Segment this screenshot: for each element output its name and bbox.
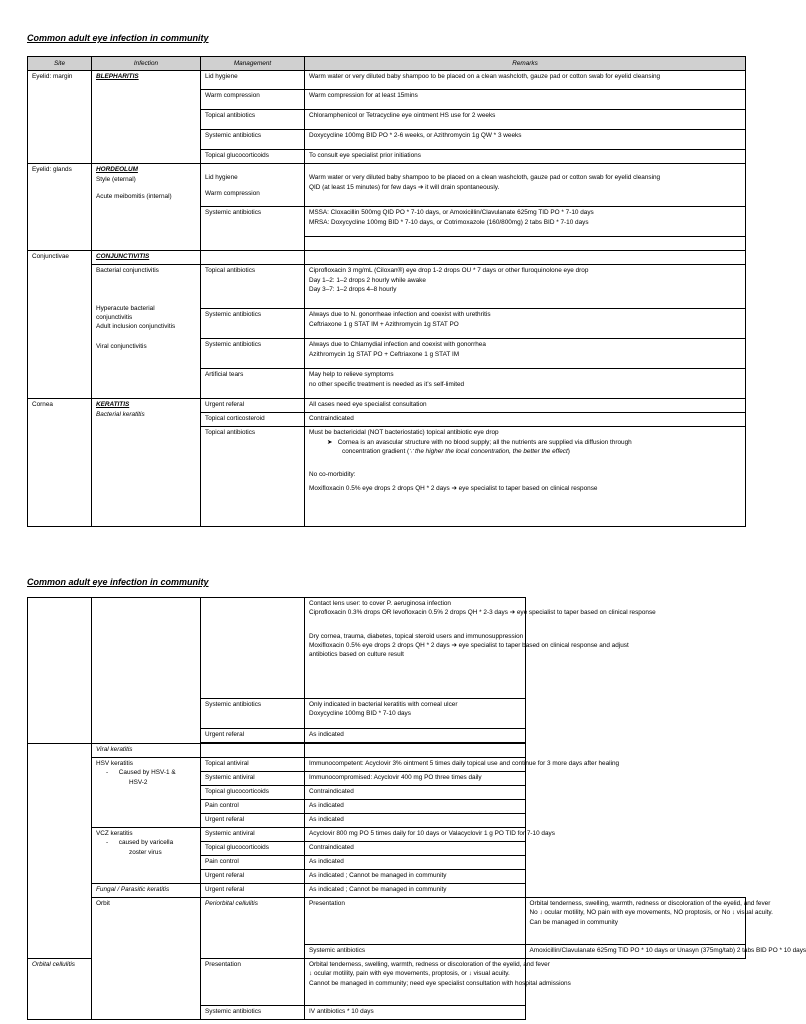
remark-cell (305, 744, 526, 758)
remark-cell: Must be bactericidal (NOT bacteriostatic) topical antibiotic eye drop ➤ Cornea is an avascular structure with no blood supply; all the nutrients are supplied via diffusion through concentration gradient (∵ the higher the local concentration, the better the effect) No co-morbidity: Moxifloxacin 0.5% eye drops 2 drops QH * 2 days ➔ eye specialist to taper based on clinical response (305, 427, 746, 527)
table-row (28, 164, 746, 207)
remark-cell: As indicated (305, 800, 526, 814)
management-cell: Topical corticosteroid (201, 413, 305, 427)
remark-cell: IV antibiotics * 10 days (305, 1006, 526, 1020)
management-cell: Systemic antibiotics (305, 945, 526, 959)
management-cell: Urgent referal (201, 399, 305, 413)
management-cell: Topical glucocorticoids (201, 150, 305, 164)
management-cell: Topical antibiotics (201, 427, 305, 527)
management-cell: Topical antibiotics (201, 110, 305, 130)
management-cell: Systemic antibiotics (201, 130, 305, 150)
infection-cell: KERATITIS Bacterial keratitis (92, 399, 201, 527)
management-cell: Systemic antiviral (201, 772, 305, 786)
site-cell: Conjunctivae (28, 251, 92, 399)
page-title: Common adult eye infection in community (27, 577, 209, 587)
management-cell: Topical glucocorticoids (201, 842, 305, 856)
remark-cell: Acyclovir 800 mg PO 5 times daily for 10 days or Valacyclovir 1 g PO TID for 7-10 days (305, 828, 526, 842)
remark-cell: Ciprofloxacin 3 mg/mL (Ciloxan®) eye drop 1-2 drops OU * 7 days or other fluroquinolone eye drop Day 1–2: 1–2 drops 2 hourly while awake Day 3–7: 1–2 drops 4–8 hourly (305, 265, 746, 309)
remark-cell: Immunocompromised: Acyclovir 400 mg PO three times daily (305, 772, 526, 786)
remark-cell: Only indicated in bacterial keratitis with corneal ulcer Doxycycline 100mg BID * 7-10 days (305, 699, 526, 729)
remark-cell: As indicated (305, 814, 526, 828)
remark-cell (305, 251, 746, 265)
eye-infection-table-2 (27, 597, 806, 1020)
management-cell: Systemic antibiotics (201, 207, 305, 251)
management-cell: Warm compression (201, 90, 305, 110)
remark-cell: Chloramphenicol or Tetracycline eye ointment HS use for 2 weeks (305, 110, 746, 130)
page-title: Common adult eye infection in community (27, 33, 209, 43)
table-row (28, 898, 746, 945)
remark-cell: Warm water or very diluted baby shampoo to be placed on a clean washcloth, gauze pad or cotton swab for eyelid cleansing (305, 71, 746, 90)
remark-cell: Amoxicillin/Clavulanate 625mg TID PO * 10 days or Unasyn (375mg/tab) 2 tabs BID PO * 10 days (525, 945, 746, 959)
infection-cell: HORDEOLUM Style (eternal) Acute meibomitis (internal) (92, 164, 201, 251)
table-row (28, 884, 746, 898)
management-cell: Systemic antibiotics (201, 339, 305, 369)
management-cell (201, 598, 305, 699)
management-cell: Urgent referal (201, 870, 305, 884)
arrow-bullet-icon: ➤ (327, 438, 338, 446)
remark-cell: Doxycycline 100mg BID PO * 2-6 weeks, or Azithromycin 1g QW * 3 weeks (305, 130, 746, 150)
remark-cell: As indicated (305, 729, 526, 743)
table-row (28, 598, 746, 699)
management-cell: Urgent referal (201, 729, 305, 743)
management-cell: Topical antiviral (201, 758, 305, 772)
remark-cell: As indicated ; Cannot be managed in community (305, 884, 526, 898)
remark-cell: To consult eye specialist prior initiations (305, 150, 746, 164)
infection-cell: Bacterial conjunctivitis Hyperacute bacterial conjunctivitis Adult inclusion conjunctivitis Viral conjunctivitis (92, 265, 201, 399)
header-site: Site (28, 57, 92, 71)
remark-cell: Immunocompetent: Acyclovir 3% ointment 5 times daily topical use and continue for 3 more days after healing (305, 758, 526, 772)
bullet-icon: - (106, 839, 119, 847)
infection-cell: Periorbital cellulitis (201, 898, 305, 959)
remark-cell: Orbital tenderness, swelling, warmth, redness or discoloration of the eyelid, and fever ↓ ocular motility, pain with eye movements, proptosis, or ↓ visual acuity. Cannot be managed in community; need eye specialist consultation with hospital admissions (305, 959, 526, 1006)
site-cell (28, 598, 92, 744)
header-infection: Infection (92, 57, 201, 71)
remark-cell: Contact lens user: to cover P. aeruginosa infection Ciprofloxacin 0.3% drops OR levofloxacin 0.5% 2 drops QH * 2-3 days ➔ eye specialist to taper based on clinical response Dry cornea, trauma, diabetes, topical steroid users and immunosuppression Moxifloxacin 0.5% eye drops 2 drops QH * 2 days ➔ eye specialist to taper based on clinical response and adjust antibiotics based on culture result (305, 598, 526, 699)
management-cell (201, 251, 305, 265)
management-cell: Topical glucocorticoids (201, 786, 305, 800)
management-cell: Pain control (201, 856, 305, 870)
remark-cell: Warm compression for at least 15mins (305, 90, 746, 110)
site-cell: Eyelid: glands (28, 164, 92, 251)
bullet-icon: - (106, 769, 119, 777)
remark-cell: May help to relieve symptoms no other specific treatment is needed as it’s self-limited (305, 369, 746, 399)
infection-cell: Orbital cellulitis (28, 959, 92, 1020)
remark-cell: Always due to N. gonorrheae infection and coexist with urethritis Ceftriaxone 1 g STAT IM + Azithromycin 1g STAT PO (305, 309, 746, 339)
management-cell: Lid hygiene Warm compression (201, 164, 305, 207)
management-cell: Lid hygiene (201, 71, 305, 90)
management-cell: Presentation (305, 898, 526, 945)
management-cell: Urgent referal (201, 814, 305, 828)
remark-cell: Orbital tenderness, swelling, warmth, redness or discoloration of the eyelid, and fever No ↓ ocular motility, NO pain with eye movements, NO proptosis, or No ↓ visual acuity. Can be managed in community (525, 898, 746, 945)
eye-infection-table-1 (27, 56, 746, 527)
remark-cell (305, 237, 746, 251)
management-cell: Artificial tears (201, 369, 305, 399)
site-cell: Cornea (28, 399, 92, 527)
site-cell: Eyelid: margin (28, 71, 92, 164)
remark-cell: MSSA: Cloxacillin 500mg QID PO * 7-10 days, or Amoxicillin/Clavulanate 625mg TID PO * 7-10 days MRSA: Doxycycline 100mg BID * 7-10 days, or Cotrimoxazole (160/800mg) 2 tabs BID * 7-10 days (305, 207, 746, 237)
infection-cell: CONJUNCTIVITIS (92, 251, 201, 265)
infection-cell: Fungal / Parasitic keratitis (92, 884, 201, 898)
remark-cell: Warm water or very diluted baby shampoo to be placed on a clean washcloth, gauze pad or cotton swab for eyelid cleansing QID (at least 15 minutes) for few days ➔ it will drain spontaneously. (305, 164, 746, 207)
remark-cell: Contraindicated (305, 413, 746, 427)
remark-cell: Contraindicated (305, 786, 526, 800)
remark-cell: Contraindicated (305, 842, 526, 856)
site-cell: Orbit (92, 898, 201, 1020)
table-row (28, 399, 746, 413)
management-cell: Presentation (201, 959, 305, 1006)
infection-cell (92, 598, 201, 744)
management-cell: Pain control (201, 800, 305, 814)
management-cell: Urgent referal (201, 884, 305, 898)
remark-cell: All cases need eye specialist consultation (305, 399, 746, 413)
site-cell (28, 744, 92, 959)
infection-cell: HSV keratitis - Caused by HSV-1 & HSV-2 (92, 758, 201, 828)
header-remarks: Remarks (305, 57, 746, 71)
table-row (28, 758, 746, 772)
remark-cell: As indicated ; Cannot be managed in community (305, 870, 526, 884)
infection-cell: VCZ keratitis - caused by varicella zoster virus (92, 828, 201, 884)
table-row (28, 828, 746, 842)
management-cell: Systemic antibiotics (201, 1006, 305, 1020)
table-row (28, 265, 746, 309)
management-cell: Topical antibiotics (201, 265, 305, 309)
management-cell: Systemic antiviral (201, 828, 305, 842)
management-cell: Systemic antibiotics (201, 309, 305, 339)
header-management: Management (201, 57, 305, 71)
table-row (28, 744, 746, 758)
infection-cell: BLEPHARITIS (92, 71, 201, 164)
table-row (28, 251, 746, 265)
management-cell: Systemic antibiotics (201, 699, 305, 729)
remark-cell: As indicated (305, 856, 526, 870)
table-header-row (28, 57, 746, 71)
table-row (28, 71, 746, 90)
management-cell (201, 744, 305, 758)
infection-cell: Viral keratitis (92, 744, 201, 758)
remark-cell: Always due to Chlamydial infection and coexist with gonorrhea Azithromycin 1g STAT PO + Ceftriaxone 1 g STAT IM (305, 339, 746, 369)
